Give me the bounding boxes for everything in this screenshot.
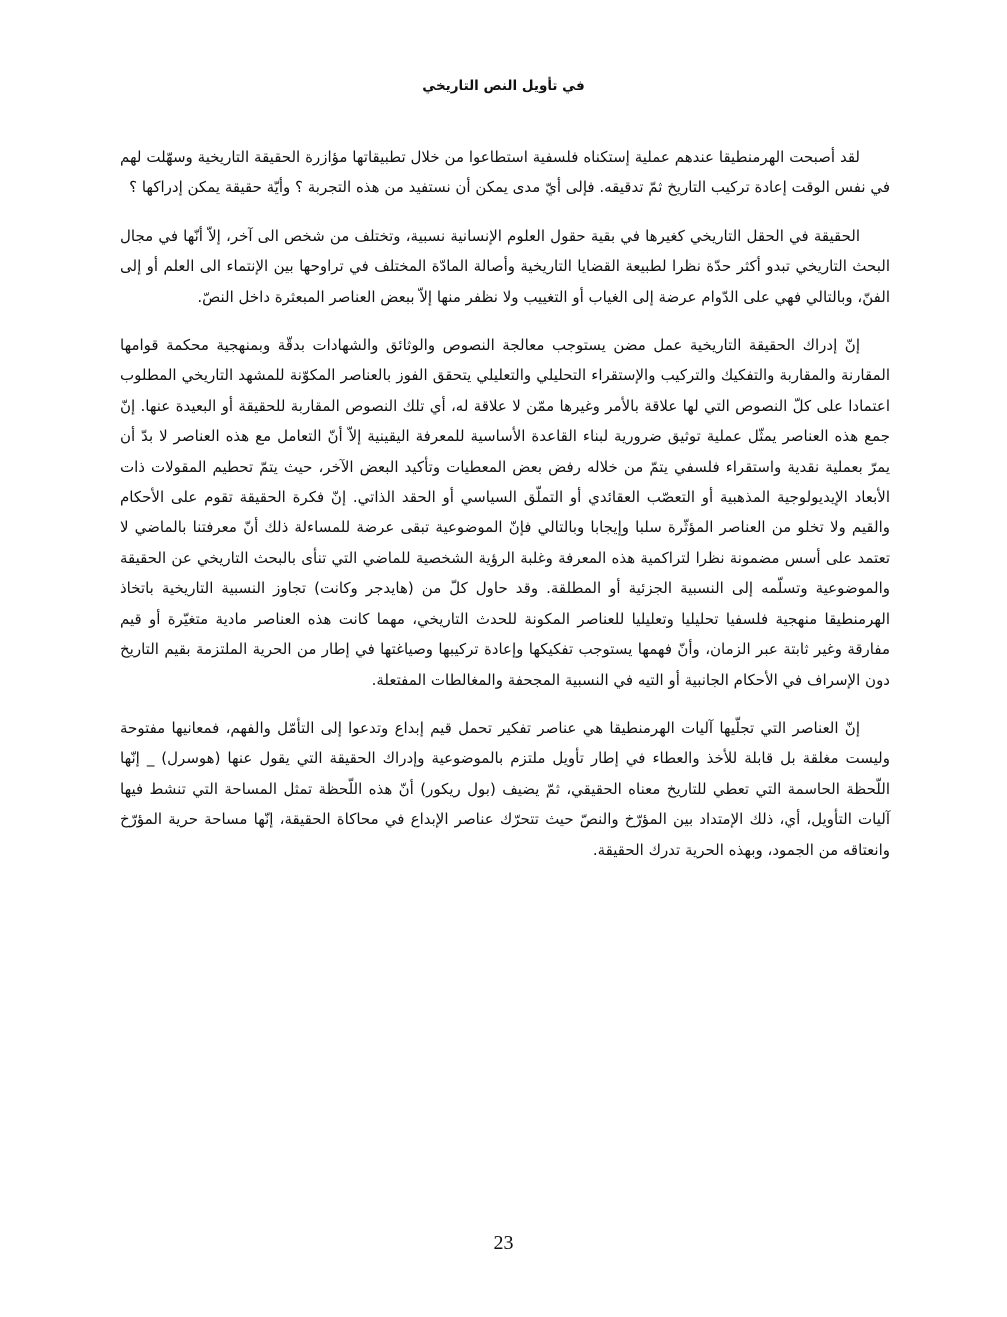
running-header: في تأويل النص التاريخي: [422, 78, 585, 94]
body-text: [120, 142, 890, 883]
paragraph-1: لقد أصبحت الهرمنطيقا عندهم عملية إستكناه فلسفية استطاعوا من خلال تطبيقاتها مؤازرة الحقيقة التاريخية وسهّلت لهم في نفس الوقت إعادة تركيب التاريخ ثمّ تدقيقه. فإلى أيّ مدى يمكن أن نستفيد من هذه التجربة ؟ وأيّة حقيقة يمكن إدراكها ؟: [120, 148, 890, 197]
paragraph-2: الحقيقة في الحقل التاريخي كغيرها في بقية حقول العلوم الإنسانية نسبية، وتختلف من شخص الى آخر، إلاّ أنّها في مجال البحث التاريخي تبدو أكثر حدّة نظرا لطبيعة القضايا التاريخية وأصالة المادّة المختلف في تراوحها بين الإنتماء الى العلم أو إلى الفنّ، وبالتالي فهي على الدّوام عرضة إلى الغياب أو التغييب ولا نظفر منها إلاّ ببعض العناصر المبعثرة داخل النصّ.: [120, 226, 890, 306]
paragraph-3: إنّ إدراك الحقيقة التاريخية عمل مضن يستوجب معالجة النصوص والوثائق والشهادات بدقّة وبمنهجية محكمة قوامها المقارنة والمقاربة والتفكيك والتركيب والإستقراء التحليلي والتعليلي يتحقق الفوز بالعناصر المكوّنة للمشهد التاريخي المطلوب اعتمادا على كلّ النصوص التي لها علاقة بالأمر وغيرها ممّن لا علاقة له، أي تلك النصوص المقاربة للحقيقة أو البعيدة عنها. إنّ جمع هذه العناصر يمثّل عملية توثيق ضرورية لبناء القاعدة الأساسية للمعرفة اليقينية إلاّ أنّ التعامل مع هذه العناصر لا بدّ أن يمرّ بعملية نقدية واستقراء فلسفي يتمّ من خلاله رفض بعض المعطيات وتأكيد البعض الآخر، حيث يتمّ تحطيم المقولات ذات الأبعاد الإيديولوجية المذهبية أو التعصّب العقائدي أو التملّق السياسي أو الحقد الذاتي. إنّ فكرة الحقيقة تقوم على الأحكام والقيم ولا تخلو من العناصر المؤثّرة سلبا وإيجابا وبالتالي فإنّ الموضوعية تبقى عرضة للمساءلة ذلك أنّ معرفتنا بالماضي لا تعتمد على أسس مضمونة نظرا لتراكمية هذه المعرفة وغلبة الرؤية الشخصية للماضي التي تنأى بالبحث التاريخي عن الحقيقة والموضوعية وتسلّمه إلى النسبية الجزئية أو المطلقة. وقد حاول كلّ من (هايدجر وكانت) تجاوز النسبية التاريخية باتخاذ الهرمنطيقا منهجية فلسفيا تحليليا وتعليليا للعناصر المكونة للحدث التاريخي، مهما كانت هذه العناصر مادية متغيّرة أو قيم مفارقة وغير ثابتة عبر الزمان، وأنّ فهمها يستوجب تفكيكها وإعادة تركيبها وصياغتها في إطار من الحرية الملتزمة بقيم التاريخ دون الإسراف في الأحكام الجانبية أو التيه في النسبية المجحفة والمغالطات المفتعلة.: [120, 336, 890, 689]
paragraph-4: إنّ العناصر التي تجلّيها آليات الهرمنطيقا هي عناصر تفكير تحمل قيم إبداع وتدعوا إلى التأمّل والفهم، فمعانيها مفتوحة وليست مغلقة بل قابلة للأخذ والعطاء في إطار تأويل ملتزم بالموضوعية وإدراك الحقيقة التي يقول عنها (هوسرل) _ إنّها اللّحظة الحاسمة التي تعطي للتاريخ معناه الحقيقي، ثمّ يضيف (بول ريكور) أنّ هذه اللّحظة تمثل المساحة التي تنشط فيها آليات التأويل، أي، ذلك الإمتداد بين المؤرّخ والنصّ حيث تتحرّك عناصر الإبداع في محاكاة الحقيقة، إنّها مساحة حرية المؤرّخ وانعتاقه من الجمود، وبهذه الحرية تدرك الحقيقة.: [120, 718, 890, 859]
page-number: 23: [493, 1232, 514, 1254]
